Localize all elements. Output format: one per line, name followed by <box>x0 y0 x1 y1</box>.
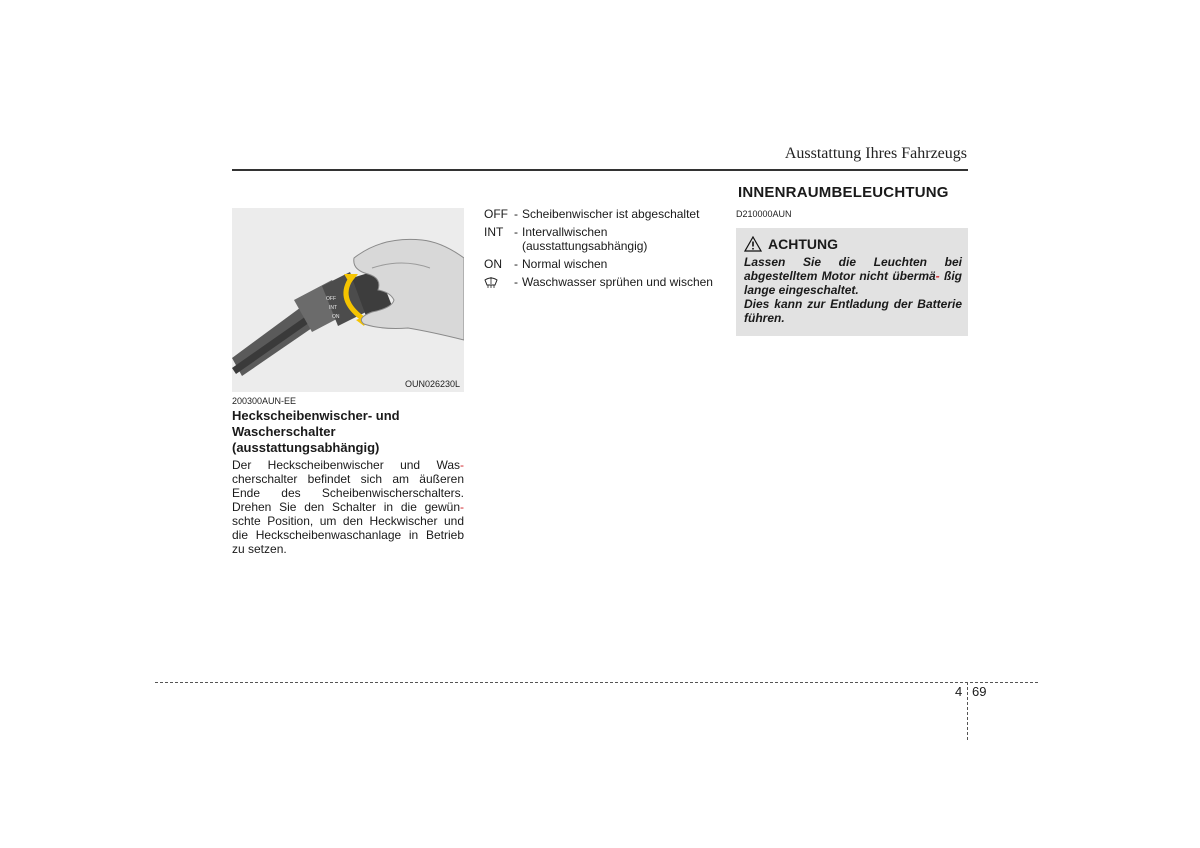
figure-code: OUN026230L <box>404 379 460 389</box>
caution-title: ACHTUNG <box>768 236 838 252</box>
hyphen-mark: - <box>935 269 940 283</box>
mode-description: Scheibenwischer ist abgeschaltet <box>522 207 700 221</box>
caution-paragraph <box>744 255 962 297</box>
caution-line: abgestelltem Motor nicht übermä <box>744 269 936 283</box>
hyphen-mark: - <box>460 500 464 514</box>
header-rule <box>232 169 968 171</box>
wiper-stalk-illustration <box>232 208 464 392</box>
wiper-mode-list <box>484 207 716 296</box>
mode-dash: - <box>514 257 518 271</box>
caution-line: ßig lange eingeschaltet. <box>744 269 962 297</box>
body-line: Drehen Sie den Schalter in die gewün <box>232 500 460 514</box>
caution-line: Lassen Sie die Leuchten bei <box>744 255 962 269</box>
list-item <box>484 257 716 271</box>
mode-description: Intervallwischen (ausstattungsabhängig) <box>522 225 648 253</box>
mode-dash: - <box>514 207 518 221</box>
section-code: D210000AUN <box>736 209 792 219</box>
caution-box <box>736 228 968 336</box>
body-line: Der Heckscheibenwischer und Was <box>232 458 460 472</box>
ring-label-on: ON <box>332 314 340 320</box>
warning-triangle-icon <box>744 236 762 252</box>
footer-rule <box>155 682 1038 683</box>
list-item <box>484 207 716 221</box>
mode-dash: - <box>514 225 518 239</box>
washer-spray-icon <box>484 275 514 292</box>
ring-label-int: INT <box>329 305 338 311</box>
body-line: Ende des Scheibenwischerschalters. <box>232 486 464 500</box>
mode-key: INT <box>484 225 504 239</box>
section-title: Heckscheibenwischer- und Wascherschalter (ausstattungsabhängig) <box>232 408 400 455</box>
section-heading: INNENRAUMBELEUCHTUNG <box>738 184 949 201</box>
body-line: cherschalter befindet sich am äußeren <box>232 472 464 486</box>
body-line: die Heckscheibenwaschanlage in <box>232 528 419 542</box>
section-code: 200300AUN-EE <box>232 396 297 406</box>
hyphen-mark: - <box>460 458 464 472</box>
mode-key: OFF <box>484 207 508 221</box>
footer-divider <box>967 682 968 740</box>
ring-label-off: OFF <box>326 296 336 302</box>
page-header-title: Ausstattung Ihres Fahrzeugs <box>784 145 967 162</box>
caution-text <box>744 255 962 325</box>
chapter-number: 4 <box>955 684 963 699</box>
body-line: schte Position, um den Heckwischer und <box>232 514 464 528</box>
wiper-switch-figure <box>232 208 464 392</box>
caution-header <box>744 236 838 252</box>
list-item <box>484 225 716 253</box>
mode-dash: - <box>514 275 518 289</box>
mode-key: ON <box>484 257 502 271</box>
mode-description: Normal wischen <box>522 257 608 271</box>
page-number: 69 <box>972 684 987 699</box>
caution-paragraph: Dies kann zur Entladung der Batterie führen. <box>744 297 962 325</box>
mode-description: Waschwasser sprühen und wischen <box>522 275 713 289</box>
list-item <box>484 275 716 292</box>
body-line: Betrieb zu setzen. <box>232 528 464 556</box>
body-paragraph <box>232 458 464 556</box>
